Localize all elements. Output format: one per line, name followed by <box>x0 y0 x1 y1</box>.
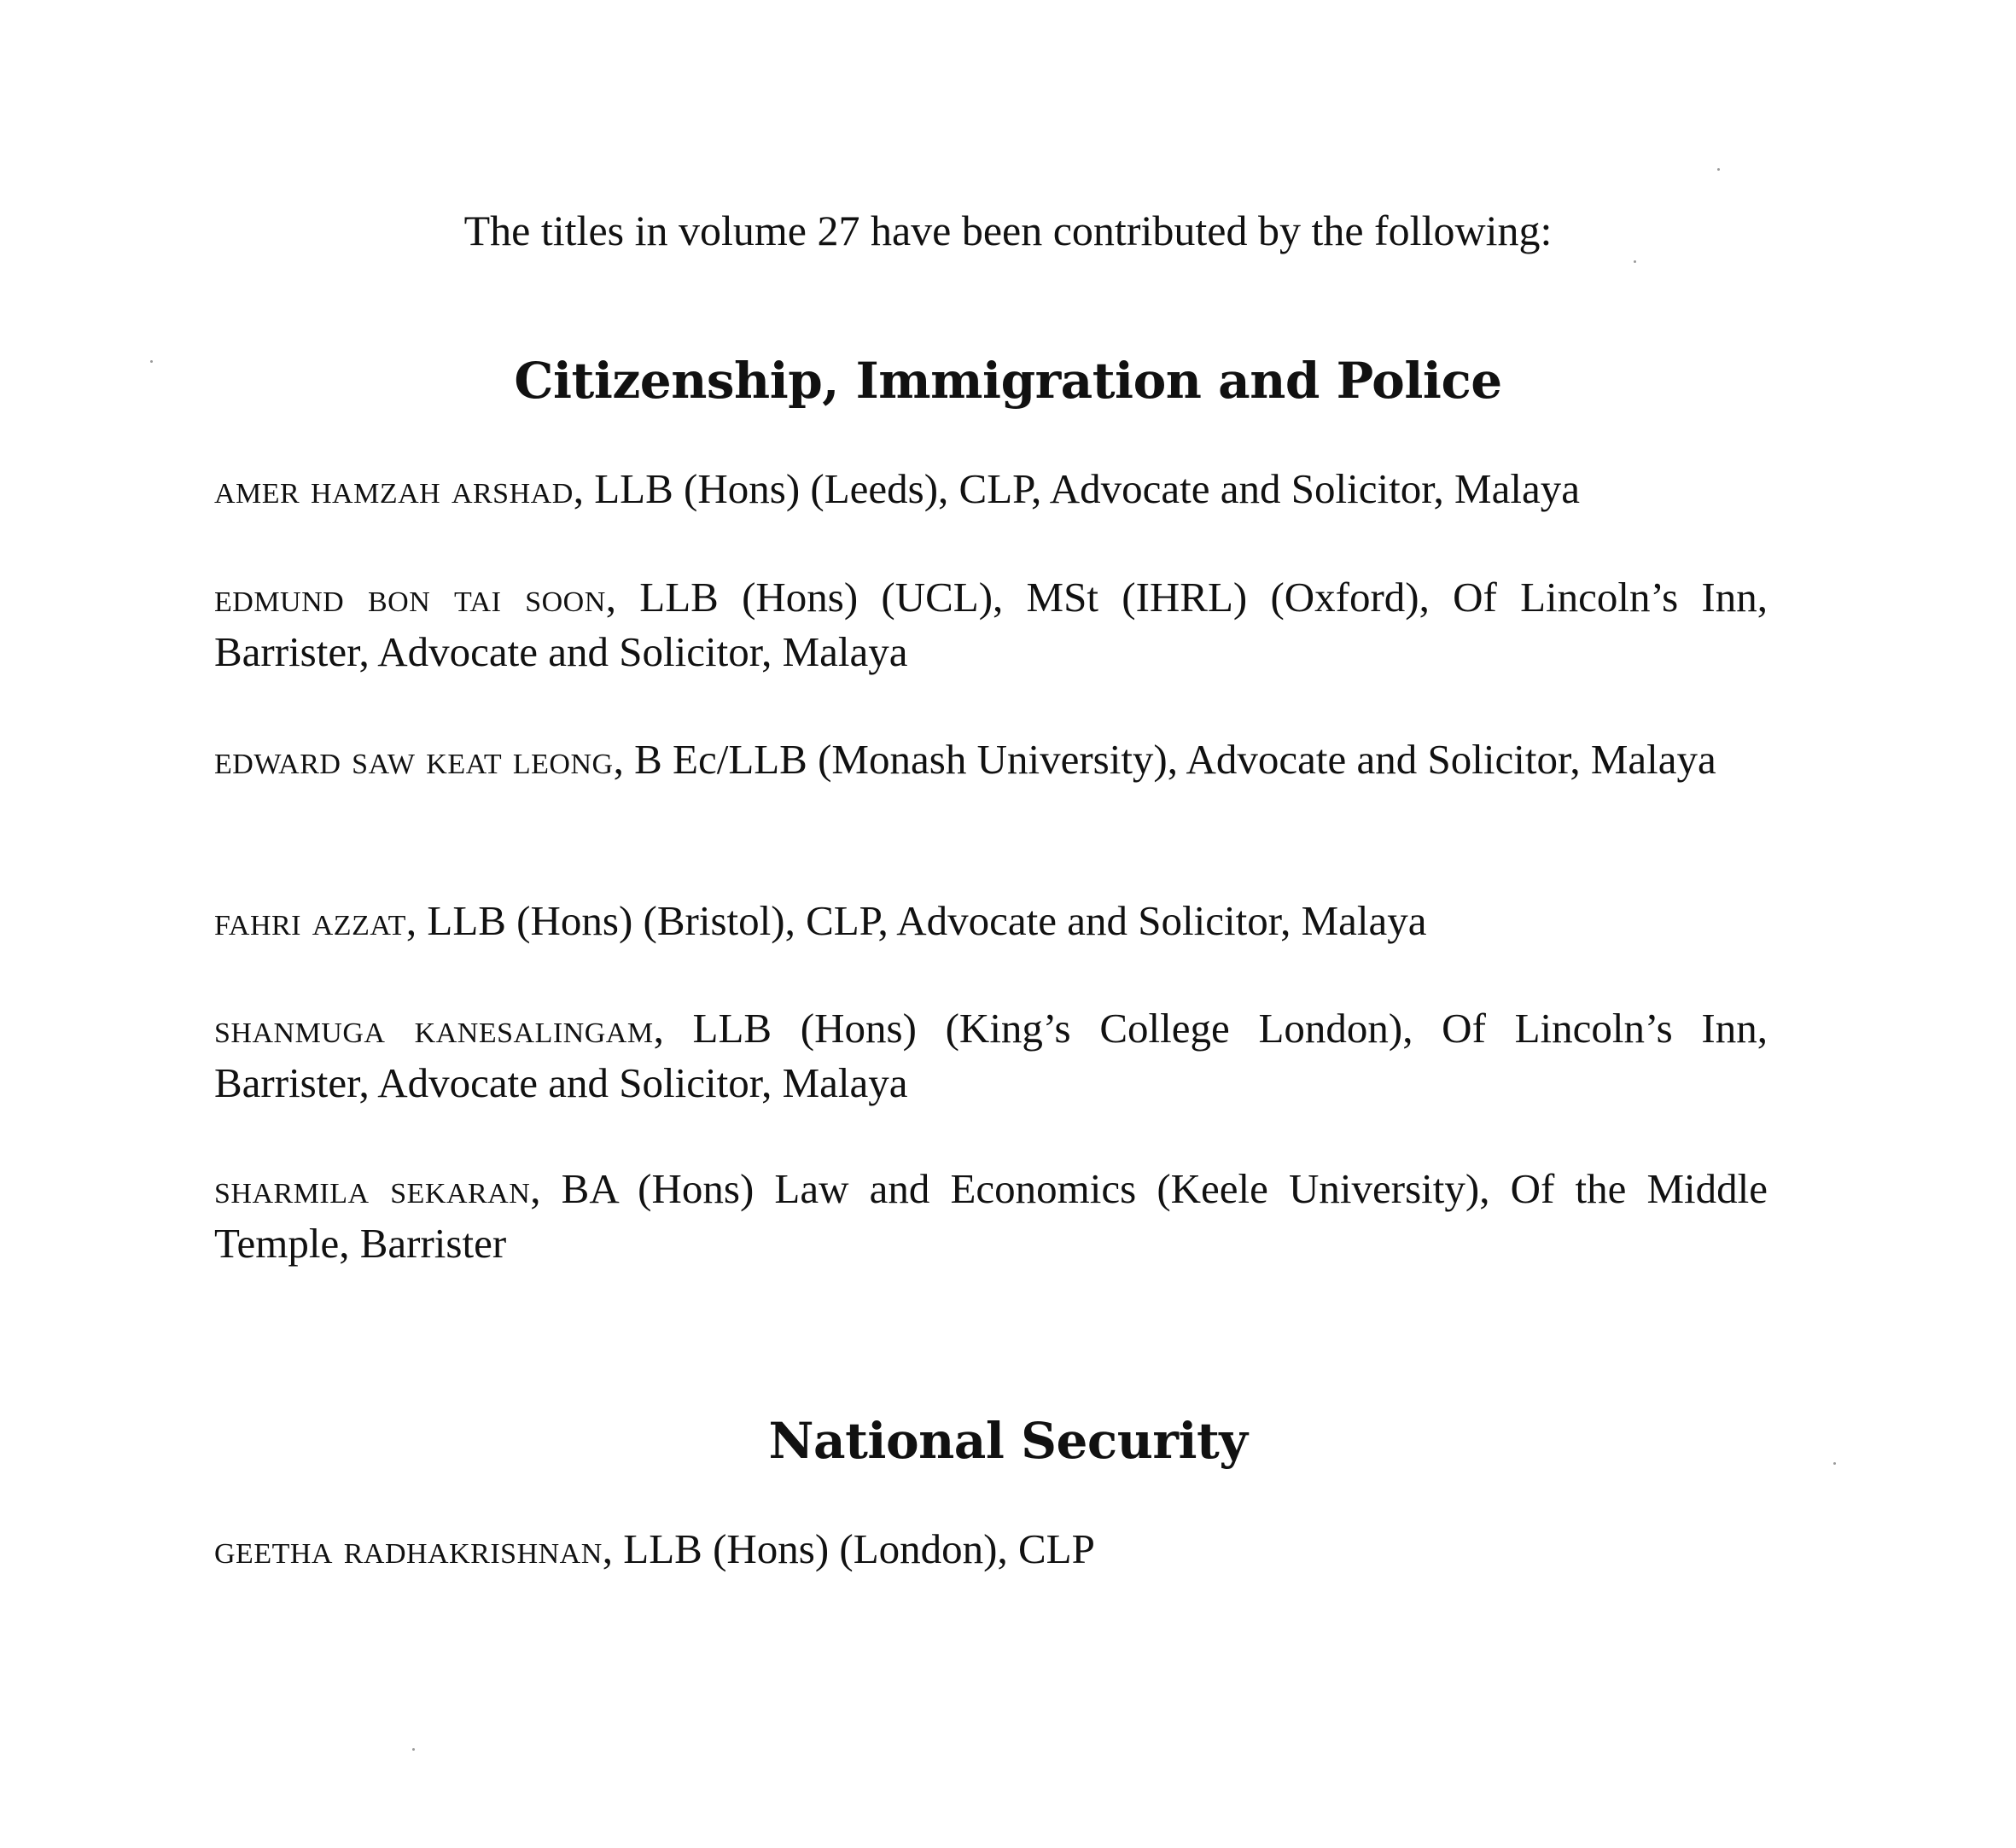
contributor-name: shanmuga kanesalingam <box>214 1005 654 1052</box>
contributor-name: edward saw keat leong <box>214 736 614 783</box>
contributor-credentials: , BA (Hons) Law and Economics (Keele University), Of the Middle Temple, Barrister <box>214 1165 1768 1267</box>
scan-speck <box>412 1748 415 1751</box>
scan-speck <box>150 360 153 363</box>
section-heading-national-security: National Security <box>768 1412 1248 1470</box>
scan-speck <box>1717 168 1720 171</box>
intro-text: The titles in volume 27 have been contributed by the following: <box>463 207 1553 254</box>
contributor-entry <box>214 732 1768 787</box>
contributor-credentials: , LLB (Hons) (Bristol), CLP, Advocate and Solicitor, Malaya <box>405 897 1427 944</box>
contributor-credentials: , B Ec/LLB (Monash University), Advocate and Solicitor, Malaya <box>613 736 1716 783</box>
contributor-entry <box>214 462 1768 516</box>
contributor-entry <box>214 570 1768 679</box>
contributor-credentials: , LLB (Hons) (London), CLP <box>602 1525 1095 1572</box>
contributor-entry <box>214 894 1768 948</box>
contributor-name: edmund bon tai soon <box>214 574 606 621</box>
contributor-credentials: , LLB (Hons) (Leeds), CLP, Advocate and Solicitor, Malaya <box>573 465 1580 512</box>
section-heading-citizenship: Citizenship, Immigration and Police <box>514 352 1502 410</box>
scan-speck <box>1833 1462 1836 1465</box>
contributor-entry <box>214 1162 1768 1271</box>
contributor-name: geetha radhakrishnan <box>214 1525 603 1572</box>
contributor-name: amer hamzah arshad <box>214 465 574 512</box>
scan-speck <box>1634 260 1636 263</box>
contributor-name: sharmila sekaran <box>214 1165 531 1212</box>
contributor-name: fahri azzat <box>214 897 406 944</box>
contributor-entry <box>214 1001 1768 1111</box>
contributor-credentials: , LLB (Hons) (UCL), MSt (IHRL) (Oxford), Of Lincoln’s Inn, Barrister, Advocate and Solicitor, Malaya <box>214 574 1768 675</box>
contributor-entry <box>214 1522 1768 1577</box>
contributor-credentials: , LLB (Hons) (King’s College London), Of Lincoln’s Inn, Barrister, Advocate and Solicitor, Malaya <box>214 1005 1768 1106</box>
